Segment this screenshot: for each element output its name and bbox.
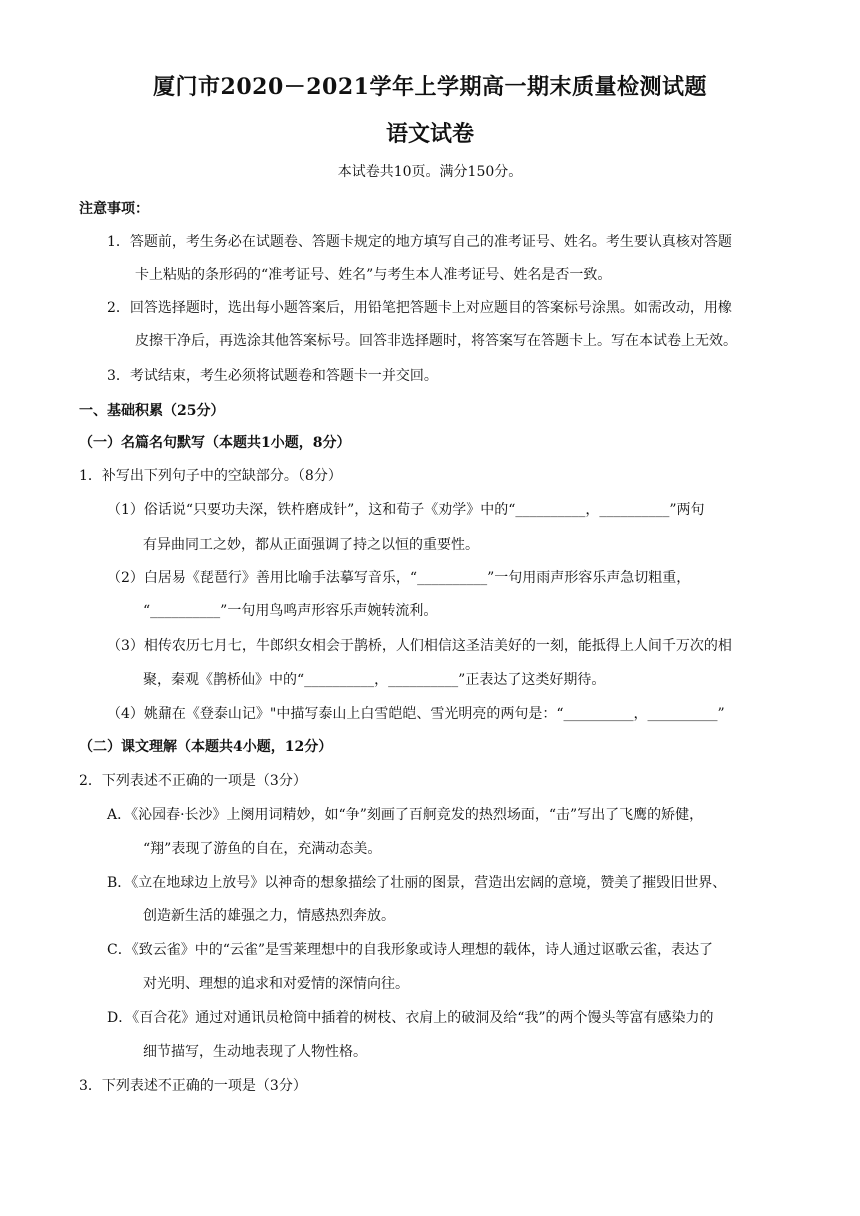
question-2: 2．下列表述不正确的一项是（3分）: [79, 773, 307, 789]
q2-option-a: A．《沁园春·长沙》上阕用词精妙，如“争”刻画了百舸竞发的热烈场面，“击”写出了飞鹰的矫健，: [107, 807, 704, 823]
q1-line-3: （3）相传农历七月七，牛郎织女相会于鹊桥，人们相信这圣洁美好的一刻，能抵得上人间千万次的相: [107, 638, 732, 654]
notice-item-2-cont: 皮擦干净后，再选涂其他答案标号。回答非选择题时，将答案写在答题卡上。写在本试卷上无效。: [135, 333, 737, 349]
q2-option-c-cont: 对光明、理想的追求和对爱情的深情向往。: [143, 976, 409, 992]
q1-line-3-cont: 聚，秦观《鹊桥仙》中的“__________，__________”正表达了这类好期待。: [143, 672, 606, 688]
notice-item-3: 3．考试结束，考生必须将试题卷和答题卡一并交回。: [107, 368, 438, 384]
exam-title: 厦门市2020－2021学年上学期高一期末质量检测试题: [153, 74, 707, 100]
q2-option-a-cont: “翔”表现了游鱼的自在，充满动态美。: [143, 841, 382, 857]
notice-item-2: 2．回答选择题时，选出每小题答案后，用铅笔把答题卡上对应题目的答案标号涂黑。如需改动，用橡: [107, 300, 732, 316]
q2-option-b-cont: 创造新生活的雄强之力，情感热烈奔放。: [143, 908, 395, 924]
section1-heading: 一、基础积累（25分）: [79, 403, 225, 419]
notice-heading: 注意事项：: [79, 201, 149, 217]
q2-option-d-cont: 细节描写，生动地表现了人物性格。: [143, 1044, 367, 1060]
part2-heading: （二）课文理解（本题共4小题，12分）: [79, 739, 333, 755]
question-3: 3．下列表述不正确的一项是（3分）: [79, 1078, 307, 1094]
question-1: 1．补写出下列句子中的空缺部分。（8分）: [79, 468, 342, 484]
q1-line-2: （2）白居易《琵琶行》善用比喻手法摹写音乐，“__________”一句用雨声形容乐声急切粗重，: [107, 570, 691, 586]
notice-item-1-cont: 卡上粘贴的条形码的“准考证号、姓名”与考生本人准考证号、姓名是否一致。: [135, 267, 612, 283]
exam-subtitle: 语文试卷: [385, 121, 474, 147]
q1-line-2-cont: “__________”一句用鸟鸣声形容乐声婉转流利。: [143, 603, 438, 619]
q1-line-4: （4）姚鼐在《登泰山记》"中描写泰山上白雪皑皑、雪光明亮的两句是：“__________，__________”: [107, 706, 725, 722]
exam-intro: 本试卷共10页。满分150分。: [337, 164, 523, 180]
part1-heading: （一）名篇名句默写（本题共1小题，8分）: [79, 435, 351, 451]
notice-item-1: 1．答题前，考生务必在试题卷、答题卡规定的地方填写自己的准考证号、姓名。考生要认真核对答题: [107, 234, 732, 250]
q2-option-c: C．《致云雀》中的“云雀”是雪莱理想中的自我形象或诗人理想的载体，诗人通过讴歌云雀，表达了: [107, 942, 714, 958]
q2-option-b: B．《立在地球边上放号》以神奇的想象描绘了壮丽的图景，营造出宏阔的意境，赞美了摧毁旧世界、: [107, 875, 727, 891]
q1-line-1-cont: 有异曲同工之妙，都从正面强调了持之以恒的重要性。: [143, 537, 479, 553]
q1-line-1: （1）俗话说“只要功夫深，铁杵磨成针”，这和荀子《劝学》中的“__________，__________”两句: [107, 502, 705, 518]
q2-option-d: D．《百合花》通过对通讯员枪筒中插着的树枝、衣肩上的破洞及给“我”的两个馒头等富有感染力的: [107, 1010, 714, 1026]
